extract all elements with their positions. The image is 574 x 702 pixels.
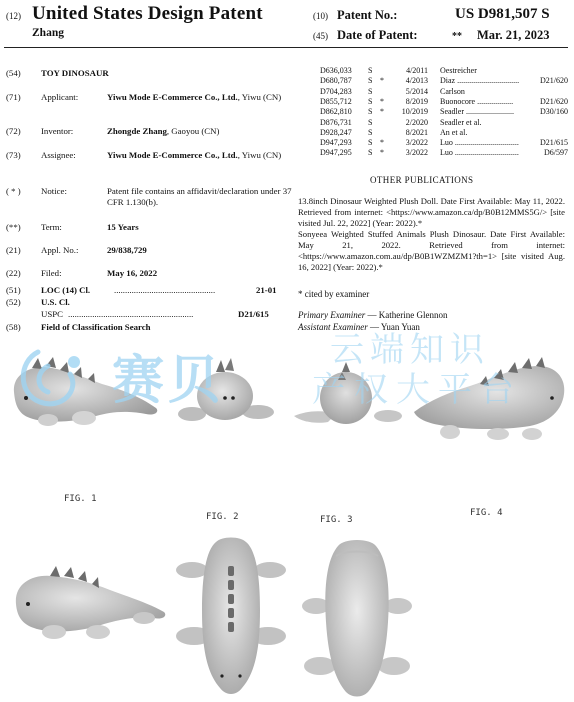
fig2-label: FIG. 2 bbox=[206, 512, 239, 522]
watermark-text-bottom: 产权大平台 bbox=[312, 370, 522, 410]
reference-inventor: Carlson bbox=[440, 86, 465, 96]
reference-row bbox=[300, 66, 568, 76]
watermark-text-top: 云端知识 bbox=[330, 330, 490, 370]
inid-code-12: (12) bbox=[6, 11, 21, 21]
fig5-perspective-drawing bbox=[10, 554, 170, 646]
uspc-class: D21/615 bbox=[238, 309, 269, 319]
date-stars: ** bbox=[452, 31, 462, 42]
reference-cited-star: * bbox=[380, 76, 384, 86]
reference-row bbox=[300, 118, 568, 128]
reference-number: D947,293 bbox=[320, 138, 352, 148]
reference-number: D947,295 bbox=[320, 148, 352, 158]
reference-kind: S bbox=[368, 127, 373, 137]
reference-inventor: Seadler ........................ bbox=[440, 107, 514, 117]
reference-inventor: An et al. bbox=[440, 127, 468, 137]
reference-date: 3/2022 bbox=[405, 138, 428, 148]
reference-number: D862,810 bbox=[320, 107, 352, 117]
reference-number: D680,787 bbox=[320, 76, 352, 86]
reference-kind: S bbox=[368, 117, 373, 127]
reference-row bbox=[300, 138, 568, 148]
inventor-surname: Zhang bbox=[32, 27, 64, 39]
term-value: 15 Years bbox=[107, 222, 139, 232]
document-type-title: United States Design Patent bbox=[32, 3, 263, 24]
reference-kind: S bbox=[368, 76, 373, 86]
patent-number-label: Patent No.: bbox=[337, 8, 398, 22]
watermark-text-main: 赛贝 bbox=[112, 351, 225, 411]
fig1-label: FIG. 1 bbox=[64, 494, 97, 504]
reference-kind: S bbox=[368, 96, 373, 106]
reference-inventor: Buonocore .................. bbox=[440, 96, 514, 106]
reference-kind: S bbox=[368, 107, 373, 117]
reference-date: 5/2014 bbox=[405, 86, 428, 96]
reference-date: 10/2019 bbox=[401, 107, 428, 117]
reference-row bbox=[300, 107, 568, 117]
reference-inventor: Seadler et al. bbox=[440, 117, 482, 127]
reference-class: D21/620 bbox=[540, 76, 568, 86]
reference-row bbox=[300, 97, 568, 107]
fig3-rear-view-drawing bbox=[288, 350, 406, 430]
reference-date: 3/2022 bbox=[405, 148, 428, 158]
reference-inventor: Diaz ............................... bbox=[440, 76, 520, 86]
reference-row bbox=[300, 148, 568, 158]
reference-class: D21/615 bbox=[540, 138, 568, 148]
reference-number: D704,283 bbox=[320, 86, 352, 96]
reference-row bbox=[300, 128, 568, 138]
cited-by-examiner-note: * cited by examiner bbox=[298, 289, 370, 299]
fig3-label: FIG. 3 bbox=[320, 515, 353, 525]
reference-kind: S bbox=[368, 138, 373, 148]
fig4-label: FIG. 4 bbox=[470, 508, 503, 518]
loc-class: 21-01 bbox=[256, 285, 277, 295]
reference-date: 4/2013 bbox=[405, 76, 428, 86]
primary-examiner: Primary Examiner — Katherine Glennon bbox=[298, 310, 448, 320]
applicant-name: Yiwu Mode E-Commerce Co., Ltd. bbox=[107, 92, 238, 102]
reference-date: 4/2011 bbox=[406, 66, 428, 75]
other-publications-heading: OTHER PUBLICATIONS bbox=[370, 175, 474, 185]
reference-number: D636,033 bbox=[320, 66, 352, 75]
inid-code-45: (45) bbox=[313, 31, 328, 41]
reference-kind: S bbox=[368, 86, 373, 96]
fig4-side-view-drawing bbox=[410, 352, 570, 442]
reference-class: D30/160 bbox=[540, 107, 568, 117]
reference-date: 8/2021 bbox=[405, 127, 428, 137]
header-rule bbox=[4, 47, 568, 48]
patent-number: US D981,507 S bbox=[455, 6, 550, 22]
reference-cited-star: * bbox=[380, 148, 384, 158]
reference-inventor: Luo ................................ bbox=[440, 148, 519, 158]
reference-row bbox=[300, 87, 568, 97]
inventor-name: Zhongde Zhang bbox=[107, 126, 167, 136]
reference-row bbox=[300, 76, 568, 86]
reference-number: D876,731 bbox=[320, 117, 352, 127]
assignee-name: Yiwu Mode E-Commerce Co., Ltd. bbox=[107, 150, 238, 160]
assistant-examiner: Assistant Examiner — Yuan Yuan bbox=[298, 322, 420, 332]
publication-entry-1: 13.8inch Dinosaur Weighted Plush Doll. Date First Available: May 11, 2022. Retrieved from internet: <https://www.amazon.ca/dp/B0B12MMS5G/> [site visited Jul. 22, 2022] (Year: 2022).* bbox=[298, 196, 565, 228]
fig7-bottom-view-drawing bbox=[298, 536, 416, 700]
reference-cited-star: * bbox=[380, 107, 384, 117]
filing-date: May 16, 2022 bbox=[107, 268, 158, 278]
publication-entry-2: Sonyeea Weighted Stuffed Animals Plush Dinosaur. Date First Available: May 21, 2022. Retrieved from internet: <https://www.amazon.com.au/dp/B0B1WZMZM1?th=1> [site visited Aug. 16, 2022] (Year: 2022).* bbox=[298, 229, 565, 272]
reference-date: 8/2019 bbox=[405, 96, 428, 106]
reference-class: D21/620 bbox=[540, 96, 568, 106]
fig6-top-view-drawing bbox=[172, 536, 290, 700]
reference-inventor: Luo ................................ bbox=[440, 138, 519, 148]
reference-date: 2/2020 bbox=[405, 117, 428, 127]
reference-cited-star: * bbox=[380, 96, 384, 106]
reference-number: D928,247 bbox=[320, 127, 352, 137]
date-of-patent: Mar. 21, 2023 bbox=[477, 28, 550, 42]
reference-number: D855,712 bbox=[320, 96, 352, 106]
patent-title: TOY DINOSAUR bbox=[41, 68, 109, 78]
inid-code-10: (10) bbox=[313, 11, 328, 21]
reference-kind: S bbox=[368, 148, 373, 158]
notice-text: Patent file contains an affidavit/declaration under 37 CFR 1.130(b). bbox=[107, 186, 292, 207]
fig1-side-view-drawing bbox=[6, 352, 164, 430]
reference-inventor: Oestreicher bbox=[440, 66, 477, 75]
reference-kind: S bbox=[368, 66, 373, 75]
reference-class: D6/597 bbox=[544, 148, 568, 158]
fig2-front-view-drawing bbox=[172, 350, 278, 430]
reference-cited-star: * bbox=[380, 138, 384, 148]
application-number: 29/838,729 bbox=[107, 245, 147, 255]
date-of-patent-label: Date of Patent: bbox=[337, 28, 418, 42]
